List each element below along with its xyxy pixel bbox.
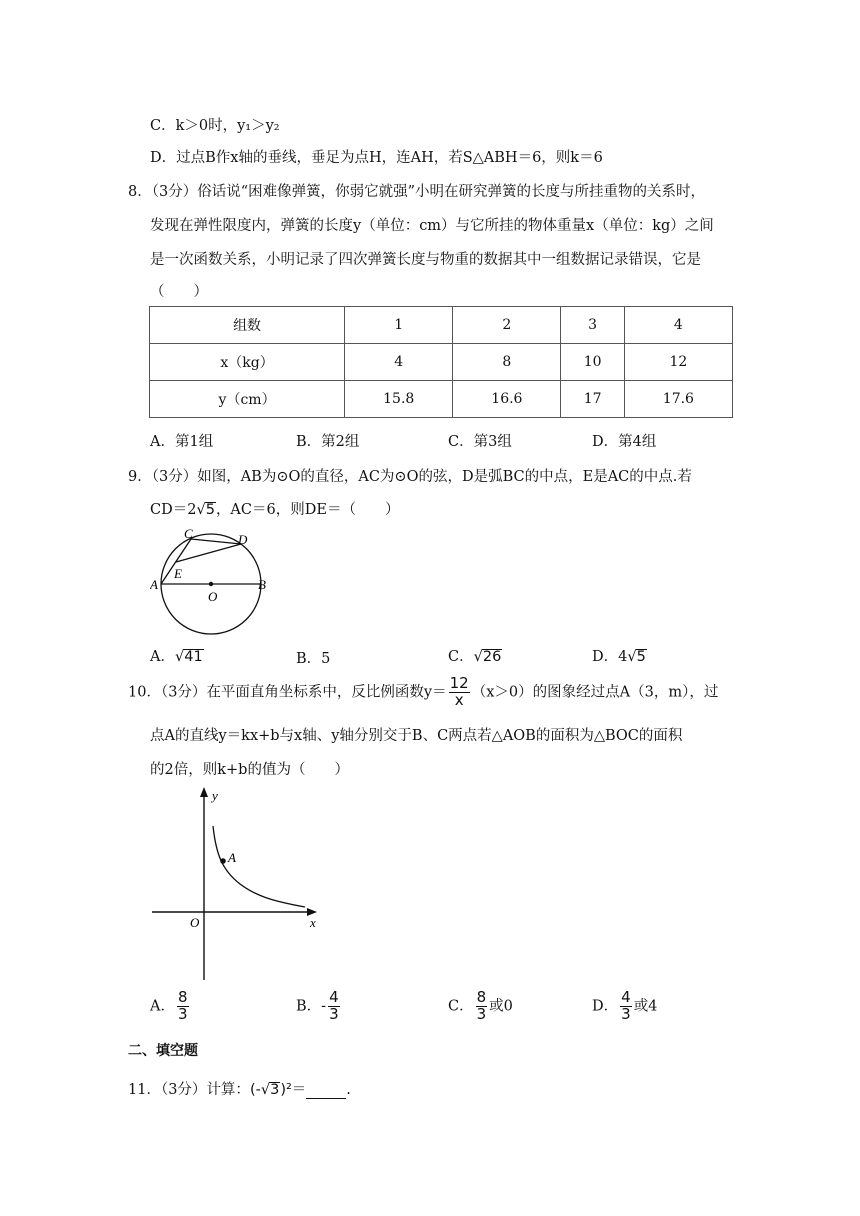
fraction-12-over-x (449, 676, 470, 709)
q9-option-a (150, 645, 204, 666)
expr-close: )²＝ (280, 1082, 307, 1098)
radicand: 41 (184, 649, 203, 665)
q8-text-1: 俗话说“困难像弹簧，你弱它就强”小明在研究弹簧的长度与所挂重物的关系时， (197, 184, 706, 200)
q8-stem-line1 (128, 180, 705, 201)
y-arrow-icon (200, 787, 208, 797)
sqrt-symbol: √ (473, 649, 483, 665)
q9-stem-line2 (150, 498, 399, 519)
table-row (150, 344, 733, 381)
q9-number: 9．（3分） (128, 469, 198, 485)
fraction (620, 990, 632, 1023)
fraction-numerator: 4 (329, 988, 339, 1006)
sqrt-symbol: √ (174, 649, 185, 665)
q8-option-b: B．第2组 (296, 434, 360, 450)
q10-text-1b: （x＞0）的图象经过点A（3，m），过 (471, 684, 719, 701)
label-e: E (174, 566, 182, 581)
q10-stem-line2: 点A的直线y＝kx+b与x轴、y轴分别交于B、C两点若△AOB的面积为△BOC的面积 (150, 728, 683, 744)
sqrt-symbol: √ (627, 649, 637, 665)
label-a: A (228, 850, 236, 865)
q11-text: 计算： (206, 1082, 250, 1098)
q9-text-2b: ，AC＝6，则DE＝（ ） (215, 502, 400, 518)
option-label: C． (448, 998, 474, 1015)
table-cell: 17 (561, 381, 624, 418)
q11-number: 11．（3分） (128, 1082, 207, 1098)
q8-stem-line4: （ ） (150, 284, 208, 300)
label-c: C (184, 526, 193, 541)
fraction-numerator: 4 (621, 988, 631, 1006)
sqrt-symbol: √ (260, 1082, 271, 1098)
q8-stem-line3: 是一次函数关系，小明记录了四次弹簧长度与物重的数据其中一组数据记录错误，它是 (150, 252, 701, 268)
option-suffix: 或4 (633, 998, 658, 1015)
label-o: O (190, 915, 200, 930)
q9-circle-figure (150, 526, 275, 636)
fraction-numerator: 8 (476, 988, 487, 1006)
q9-option-b: B．5 (296, 651, 331, 667)
expr-open: (- (249, 1082, 261, 1098)
sqrt-symbol: √ (196, 502, 206, 518)
q10-text-1a: 在平面直角坐标系中，反比例函数y＝ (206, 684, 447, 701)
table-cell: 3 (561, 307, 624, 344)
q7-option-c: C．k＞0时，y₁＞y₂ (150, 118, 280, 134)
label-d: D (238, 532, 248, 547)
q10-option-b (296, 990, 342, 1023)
table-cell: 4 (345, 344, 453, 381)
table-cell: 4 (624, 307, 732, 344)
fraction (328, 990, 340, 1023)
hyperbola-curve (213, 826, 305, 907)
radicand: 26 (482, 649, 502, 665)
q8-option-d: D．第4组 (592, 434, 657, 450)
q10-stem-line3: 的2倍，则k+b的值为（ ） (150, 762, 349, 778)
radicand: 5 (205, 502, 215, 518)
q11-end: . (346, 1082, 351, 1098)
table-cell: 15.8 (345, 381, 453, 418)
q8-option-c: C．第3组 (448, 434, 512, 450)
label-a: A (150, 577, 158, 592)
fraction-denominator: 3 (621, 1004, 631, 1023)
q10-option-d (592, 990, 657, 1023)
fraction-denominator: x (454, 690, 464, 709)
option-label: D．4 (592, 649, 628, 665)
fraction-numerator: 8 (177, 988, 188, 1006)
option-label: C． (448, 649, 474, 665)
q8-data-table (149, 306, 733, 418)
label-y: y (212, 788, 218, 803)
label-o: O (208, 589, 218, 604)
q9-stem-line1 (128, 465, 692, 486)
q9-text-1: 如图，AB为⊙O的直径，AC为⊙O的弦，D是弧BC的中点，E是AC的中点.若 (197, 469, 692, 485)
answer-blank[interactable] (306, 1084, 346, 1099)
table-cell: 10 (561, 344, 624, 381)
option-label: A． (150, 998, 175, 1015)
point-a (220, 858, 226, 864)
section-heading-fill-in: 二、填空题 (128, 1043, 198, 1059)
q11-stem (128, 1078, 351, 1099)
option-label: B．- (296, 998, 327, 1015)
table-cell: 8 (453, 344, 561, 381)
q8-option-a: A．第1组 (150, 434, 214, 450)
fraction-denominator: 3 (476, 1004, 487, 1023)
table-cell: 16.6 (453, 381, 561, 418)
fraction (177, 990, 189, 1023)
table-cell: 12 (624, 344, 732, 381)
q9-text-2a: CD＝2 (150, 502, 197, 518)
q8-stem-line2: 发现在弹性限度内，弹簧的长度y（单位：cm）与它所挂的物体重量x（单位：kg）之间 (150, 218, 714, 234)
table-row (150, 381, 733, 418)
center-point (209, 582, 213, 586)
radicand: 5 (636, 649, 646, 665)
q8-number: 8．（3分） (128, 184, 198, 200)
radicand: 3 (270, 1082, 280, 1098)
fraction-denominator: 3 (329, 1004, 339, 1023)
option-label: D． (592, 998, 619, 1015)
option-suffix: 或0 (489, 998, 513, 1015)
table-cell: y（cm） (150, 381, 345, 418)
table-cell: 2 (453, 307, 561, 344)
fraction (476, 990, 488, 1023)
label-x: x (310, 915, 316, 930)
table-cell: 组数 (150, 307, 345, 344)
q10-option-c (448, 990, 513, 1023)
q10-number: 10．（3分） (128, 684, 207, 701)
q10-stem-line1 (128, 676, 718, 709)
q9-option-d (592, 645, 647, 666)
table-row (150, 307, 733, 344)
q10-option-a (150, 990, 191, 1023)
q7-option-d: D．过点B作x轴的垂线，垂足为点H，连AH，若S△ABH＝6，则k＝6 (150, 150, 603, 166)
table-cell: 17.6 (624, 381, 732, 418)
fraction-denominator: 3 (177, 1004, 188, 1023)
q9-option-c (448, 645, 502, 666)
fraction-numerator: 12 (449, 674, 469, 692)
table-cell: 1 (345, 307, 453, 344)
table-cell: x（kg） (150, 344, 345, 381)
option-label: A． (150, 649, 175, 665)
q10-graph-figure (150, 784, 330, 984)
label-b: B (258, 577, 266, 592)
